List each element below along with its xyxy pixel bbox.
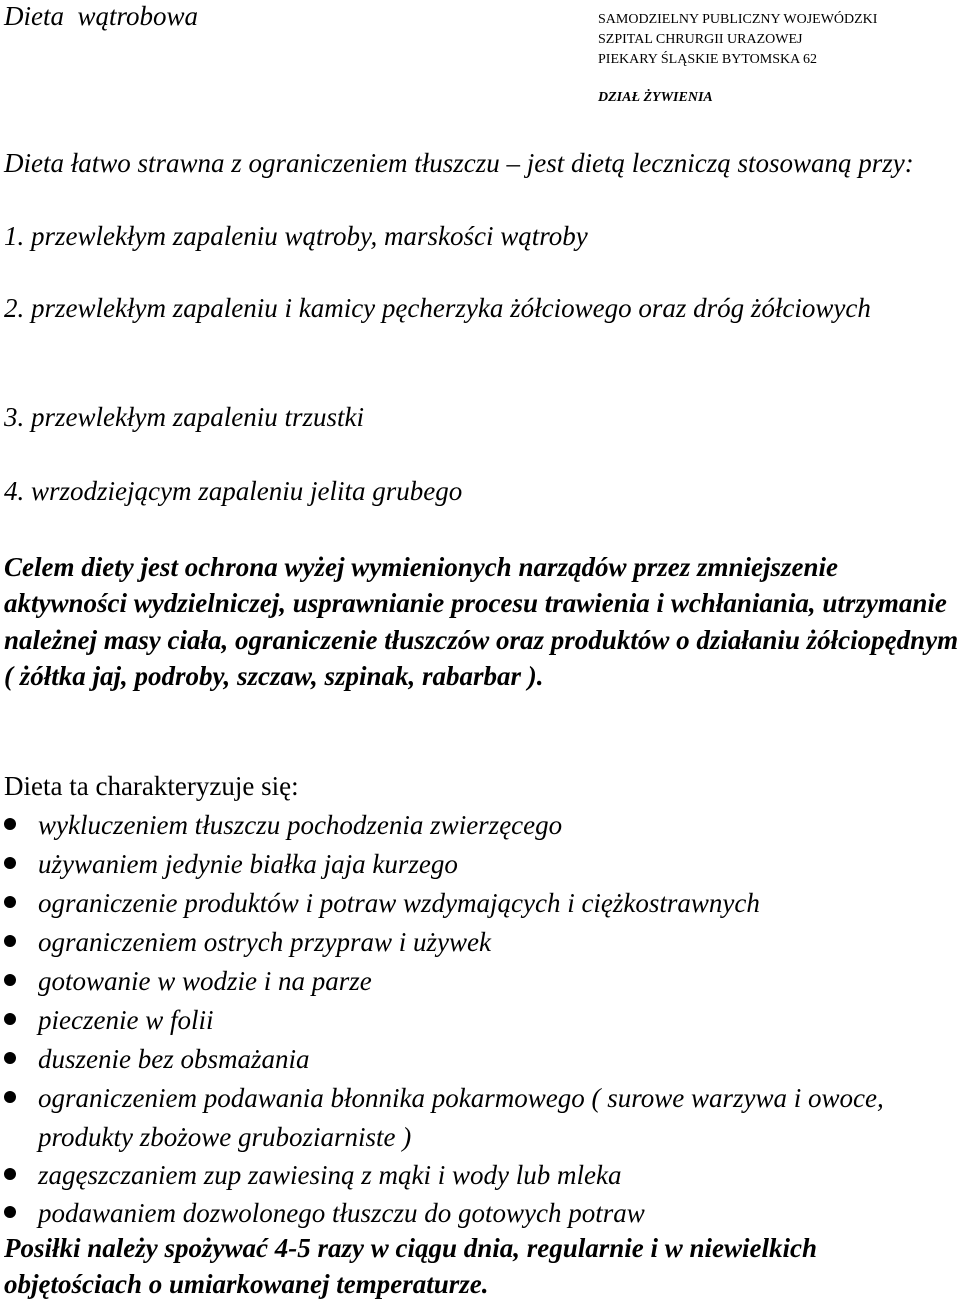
goal-paragraph — [4, 549, 960, 694]
bullet-icon — [4, 1206, 16, 1218]
list-item-text: gotowanie w wodzie i na parze — [38, 966, 372, 996]
bullet-icon — [4, 1013, 16, 1025]
list-item — [0, 923, 960, 962]
final-note: Posiłki należy spożywać 4-5 razy w ciągu dnia, regularnie i w niewielkich objętościach o umiarkowanej temperaturze. — [4, 1233, 818, 1299]
condition-text: 2. przewlekłym zapaleniu i kamicy pęcherzyka żółciowego oraz dróg żółciowych — [4, 293, 871, 323]
list-item-text: ograniczeniem podawania błonnika pokarmowego ( surowe warzywa i owoce, produkty zbożowe gruboziarniste ) — [38, 1083, 884, 1152]
list-item-text: zagęszczaniem zup zawiesiną z mąki i wody lub mleka — [38, 1160, 622, 1190]
list-item-text: duszenie bez obsmażania — [38, 1044, 310, 1074]
condition-item — [4, 399, 954, 435]
list-item — [0, 1194, 960, 1233]
list-item — [0, 1079, 960, 1156]
list-item — [0, 1001, 960, 1040]
list-item — [0, 1040, 960, 1079]
bullet-icon — [4, 974, 16, 986]
list-item-text: ograniczeniem ostrych przypraw i używek — [38, 927, 491, 957]
list-item — [0, 962, 960, 1001]
bullet-icon — [4, 1052, 16, 1064]
list-item-text: pieczenie w folii — [38, 1005, 214, 1035]
list-item-text: podawaniem dozwolonego tłuszczu do gotowych potraw — [38, 1198, 645, 1228]
condition-text: 1. przewlekłym zapaleniu wątroby, marskości wątroby — [4, 221, 588, 251]
list-item-text: ograniczenie produktów i potraw wzdymających i ciężkostrawnych — [38, 888, 760, 918]
department-label: DZIAŁ ŻYWIENIA — [598, 90, 713, 105]
list-item-text: wykluczeniem tłuszczu pochodzenia zwierzęcego — [38, 810, 563, 840]
goal-text: Celem diety jest ochrona wyżej wymienionych narządów przez zmniejszenie aktywności wydzielniczej, usprawnianie procesu trawienia i wchłaniania, utrzymanie należnej masy ciała, ograniczenie tłuszczów oraz produktów o działaniu żółciopędnym ( żółtka jaj, podroby, szczaw, szpinak, rabarbar ). — [4, 552, 959, 691]
list-item — [0, 845, 960, 884]
bullet-icon — [4, 935, 16, 947]
institution-line: SAMODZIELNY PUBLICZNY WOJEWÓDZKI — [598, 12, 878, 27]
condition-item — [4, 290, 954, 326]
list-item-text: używaniem jedynie białka jaja kurzego — [38, 849, 458, 879]
list-item — [0, 806, 960, 845]
bullet-icon — [4, 1168, 16, 1180]
intro-paragraph: Dieta łatwo strawna z ograniczeniem tłuszczu – jest dietą leczniczą stosowaną przy: — [4, 148, 914, 178]
institution-line: SZPITAL CHRURGII URAZOWEJ — [598, 32, 803, 47]
condition-item — [4, 218, 954, 254]
bullet-icon — [4, 1091, 16, 1103]
condition-text: 3. przewlekłym zapaleniu trzustki — [4, 402, 364, 432]
condition-item — [4, 473, 954, 509]
characteristics-heading: Dieta ta charakteryzuje się: — [4, 771, 299, 801]
bullet-icon — [4, 857, 16, 869]
page-title: Dieta wątrobowa — [4, 1, 199, 31]
condition-text: 4. wrzodziejącym zapaleniu jelita grubego — [4, 476, 463, 506]
institution-line: PIEKARY ŚLĄSKIE BYTOMSKA 62 — [598, 52, 817, 67]
list-item — [0, 1156, 960, 1195]
institution-block — [598, 10, 877, 70]
bullet-icon — [4, 818, 16, 830]
list-item — [0, 884, 960, 923]
bullet-icon — [4, 896, 16, 908]
